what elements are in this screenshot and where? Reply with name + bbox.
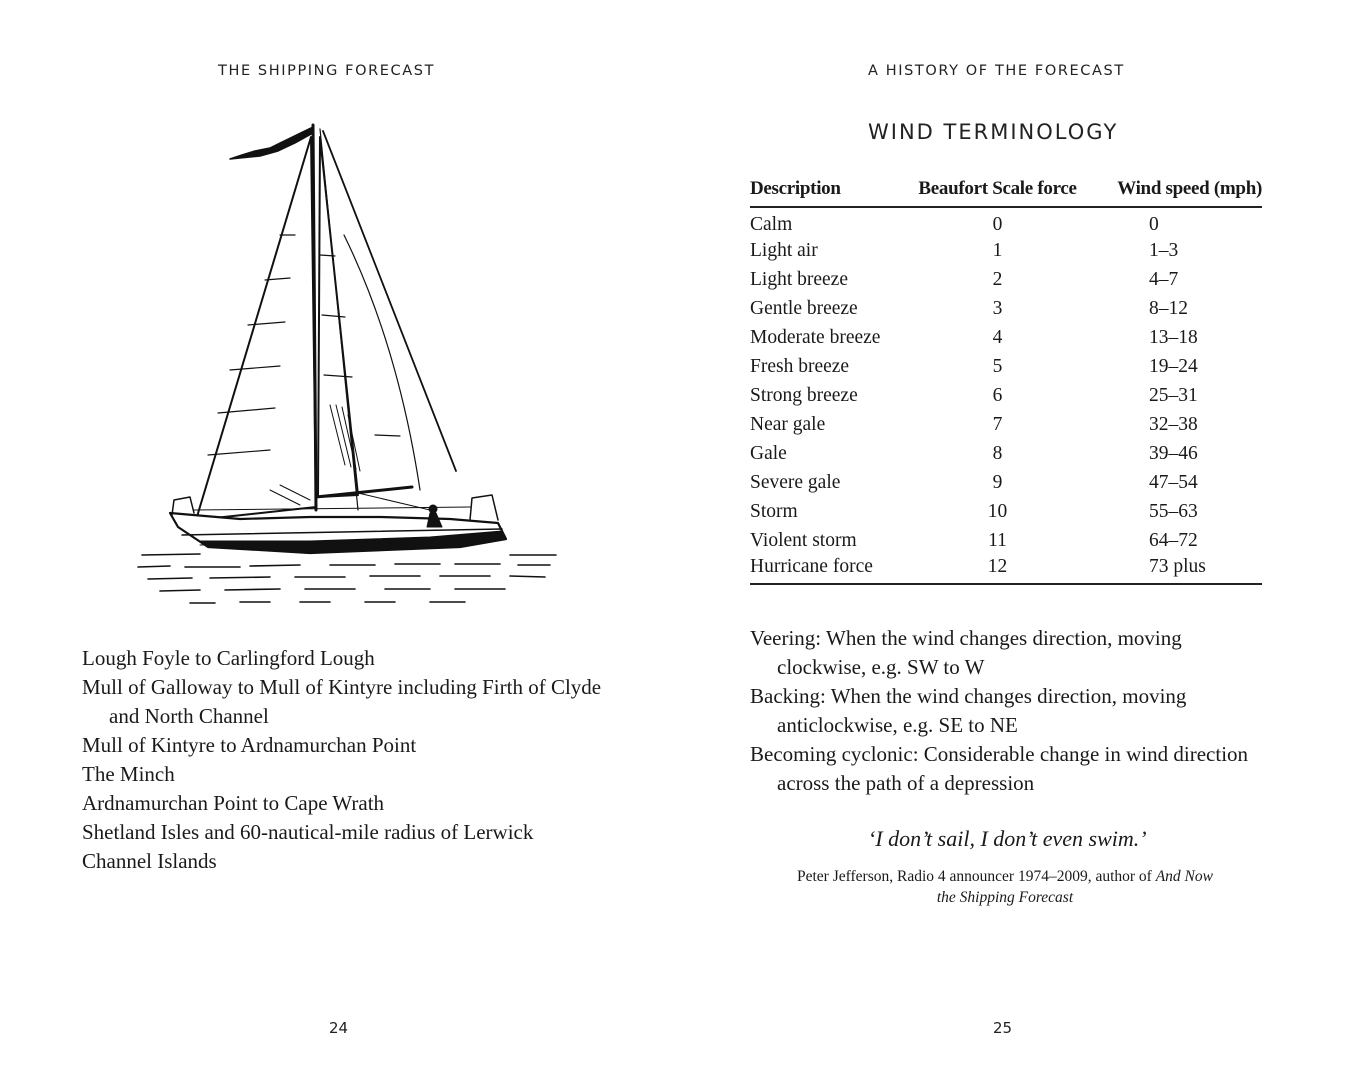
cell-speed: 32–38: [1148, 413, 1198, 435]
cell-speed: 47–54: [1148, 471, 1198, 493]
cell-description: Storm: [750, 500, 798, 522]
cell-description: Severe gale: [750, 471, 841, 493]
cell-speed: 0: [1148, 214, 1159, 235]
cell-description: Strong breeze: [750, 384, 858, 406]
list-item: Mull of Kintyre to Ardnamurchan Point: [82, 733, 417, 757]
list-item: Channel Islands: [82, 849, 217, 873]
definition-cyclonic: Becoming cyclonic: Considerable change in wind direction across the path of a depression: [750, 742, 1249, 795]
cell-description: Moderate breeze: [750, 326, 881, 348]
table-row: [750, 294, 1262, 323]
definition-backing: Backing: When the wind changes direction, moving anticlockwise, e.g. SE to NE: [750, 684, 1187, 737]
table-row: [750, 526, 1262, 555]
table-row: [750, 555, 1262, 584]
cell-force: 1: [992, 239, 1003, 261]
column-header-force: Beaufort Scale force: [904, 176, 1091, 207]
definition-veering: Veering: When the wind changes direction, moving clockwise, e.g. SW to W: [750, 626, 1182, 679]
column-header-description: Description: [750, 176, 904, 207]
cell-speed: 19–24: [1148, 355, 1198, 377]
section-title: WIND TERMINOLOGY: [868, 120, 1119, 144]
definitions-list: [750, 624, 1270, 798]
page-number-left: 24: [329, 1019, 349, 1037]
cell-force: 9: [992, 471, 1003, 493]
sailboat-illustration: [130, 115, 560, 615]
sea-areas-list: [82, 644, 622, 876]
cell-speed: 55–63: [1148, 500, 1198, 522]
cell-force: 4: [992, 326, 1003, 348]
cell-description: Fresh breeze: [750, 355, 850, 377]
list-item: Lough Foyle to Carlingford Lough: [82, 646, 375, 670]
cell-speed: 64–72: [1148, 529, 1198, 551]
cell-description: Hurricane force: [750, 555, 904, 584]
running-head-left: THE SHIPPING FORECAST: [218, 63, 436, 79]
cell-force: 7: [992, 413, 1003, 435]
cell-description: Near gale: [750, 413, 826, 435]
quote-attribution: [795, 866, 1215, 908]
cell-description: Gale: [750, 442, 787, 464]
cell-speed: 8–12: [1148, 297, 1188, 319]
cell-description: Gentle breeze: [750, 297, 858, 319]
table-row: [750, 207, 1262, 236]
cell-force: 8: [992, 442, 1003, 464]
cell-force: 11: [988, 529, 1007, 551]
column-header-speed: Wind speed (mph): [1091, 176, 1262, 207]
list-item: Ardnamurchan Point to Cape Wrath: [82, 791, 385, 815]
list-item: Shetland Isles and 60-nautical-mile radius of Lerwick: [82, 820, 534, 844]
cell-speed: 39–46: [1148, 442, 1198, 464]
cell-speed: 4–7: [1148, 268, 1179, 290]
table-row: [750, 439, 1262, 468]
table-row: [750, 410, 1262, 439]
quote: ‘I don’t sail, I don’t even swim.’: [868, 826, 1147, 851]
cell-force: 6: [992, 384, 1003, 406]
cell-speed: 25–31: [1148, 384, 1198, 406]
attribution-text: Peter Jefferson, Radio 4 announcer 1974–2009, author of: [797, 868, 1152, 885]
cell-force: 12: [904, 555, 1091, 584]
wind-table: [750, 176, 1262, 585]
page-number-right: 25: [993, 1019, 1013, 1037]
cell-speed: 13–18: [1148, 326, 1198, 348]
cell-speed: 1–3: [1148, 239, 1179, 261]
table-row: [750, 236, 1262, 265]
table-row: [750, 468, 1262, 497]
cell-force: 10: [987, 500, 1008, 522]
table-row: [750, 323, 1262, 352]
cell-force: 2: [992, 268, 1003, 290]
cell-description: Light air: [750, 239, 818, 261]
list-item: The Minch: [82, 762, 175, 786]
cell-force: 3: [992, 297, 1003, 319]
table-body: [750, 207, 1262, 584]
table-row: [750, 352, 1262, 381]
table-row: [750, 265, 1262, 294]
list-item: Mull of Galloway to Mull of Kintyre including Firth of Clyde and North Channel: [82, 675, 602, 728]
running-head-right: A HISTORY OF THE FORECAST: [868, 63, 1125, 79]
table-row: [750, 497, 1262, 526]
cell-description: Violent storm: [750, 529, 857, 551]
cell-force: 5: [992, 355, 1003, 377]
cell-description: Light breeze: [750, 268, 848, 290]
right-page: [675, 0, 1350, 1080]
table-row: [750, 381, 1262, 410]
cell-description: Calm: [750, 214, 793, 235]
attribution-book: And Now the Shipping Forecast: [936, 868, 1213, 906]
table-header-row: [750, 176, 1262, 207]
cell-speed: 73 plus: [1091, 555, 1262, 584]
cell-force: 0: [992, 214, 1003, 235]
